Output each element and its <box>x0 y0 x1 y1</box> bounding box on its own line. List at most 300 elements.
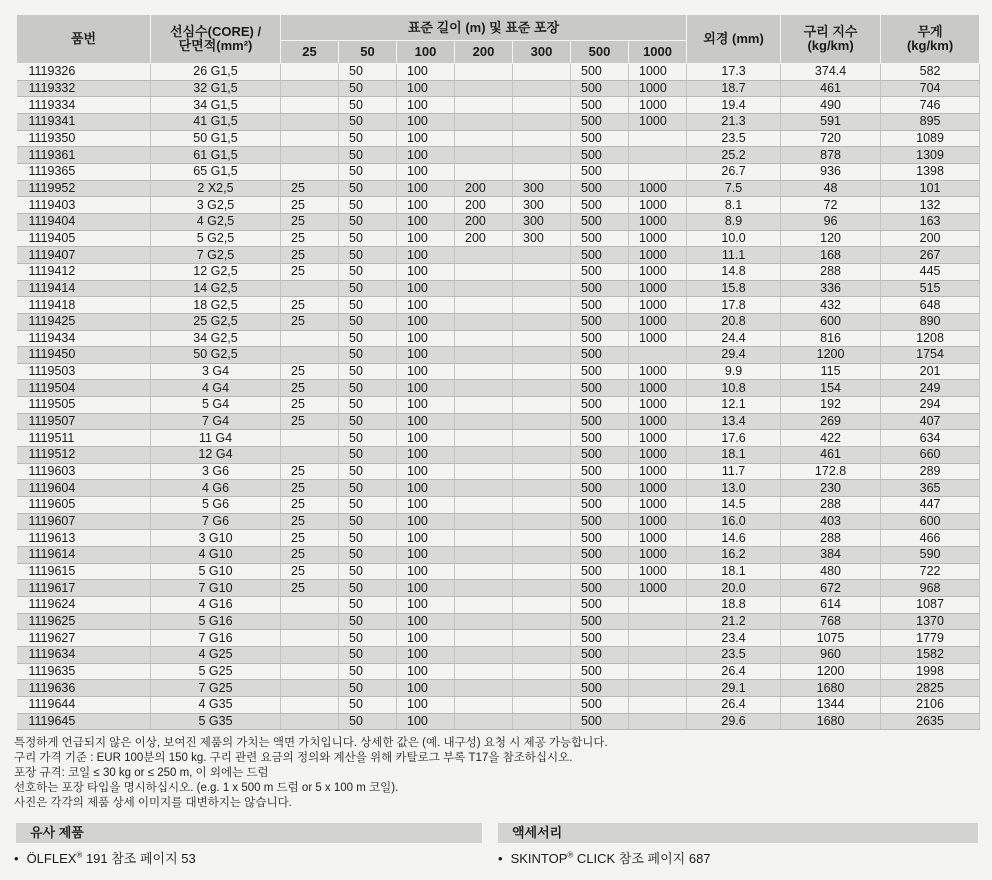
cell-copper-index: 288 <box>781 497 881 514</box>
cell-len-500: 500 <box>571 497 629 514</box>
cell-len-500: 500 <box>571 197 629 214</box>
cell-outer-diameter: 10.0 <box>687 230 781 247</box>
cell-len-100: 100 <box>397 413 455 430</box>
cell-len-200 <box>455 597 513 614</box>
cell-len-25: 25 <box>281 397 339 414</box>
table-row <box>17 247 980 264</box>
cell-len-1000 <box>629 597 687 614</box>
cell-len-500: 500 <box>571 530 629 547</box>
cell-len-500: 500 <box>571 247 629 264</box>
cell-len-50: 50 <box>339 363 397 380</box>
cell-weight: 365 <box>881 480 980 497</box>
cell-len-1000: 1000 <box>629 230 687 247</box>
cell-len-1000: 1000 <box>629 213 687 230</box>
header-length-500: 500 <box>571 41 629 64</box>
cell-len-200 <box>455 247 513 264</box>
cell-weight: 1779 <box>881 630 980 647</box>
cell-len-300: 300 <box>513 213 571 230</box>
cell-len-100: 100 <box>397 280 455 297</box>
cell-len-50: 50 <box>339 113 397 130</box>
cell-weight: 895 <box>881 113 980 130</box>
cell-len-25: 25 <box>281 313 339 330</box>
cell-copper-index: 269 <box>781 413 881 430</box>
cell-part-no: 1119605 <box>17 497 151 514</box>
cell-core-section: 18 G2,5 <box>151 297 281 314</box>
cell-part-no: 1119361 <box>17 147 151 164</box>
cell-len-100: 100 <box>397 313 455 330</box>
cell-len-50: 50 <box>339 397 397 414</box>
cell-outer-diameter: 16.0 <box>687 513 781 530</box>
cell-len-500: 500 <box>571 513 629 530</box>
cell-len-200 <box>455 113 513 130</box>
cell-copper-index: 422 <box>781 430 881 447</box>
cell-part-no: 1119615 <box>17 563 151 580</box>
cell-len-500: 500 <box>571 313 629 330</box>
header-length-group: 표준 길이 (m) 및 표준 포장 <box>281 15 687 41</box>
cell-len-500: 500 <box>571 380 629 397</box>
table-row <box>17 230 980 247</box>
header-core-line2: 단면적(mm²) <box>178 38 253 53</box>
cell-len-1000: 1000 <box>629 430 687 447</box>
cell-copper-index: 936 <box>781 163 881 180</box>
cell-outer-diameter: 25.2 <box>687 147 781 164</box>
cell-len-500: 500 <box>571 147 629 164</box>
cell-part-no: 1119603 <box>17 463 151 480</box>
cell-len-300 <box>513 263 571 280</box>
cell-len-200: 200 <box>455 230 513 247</box>
cell-len-200 <box>455 646 513 663</box>
header-length-25: 25 <box>281 41 339 64</box>
table-row <box>17 696 980 713</box>
cell-len-100: 100 <box>397 147 455 164</box>
cell-weight: 648 <box>881 297 980 314</box>
cell-weight: 407 <box>881 413 980 430</box>
cell-len-25: 25 <box>281 497 339 514</box>
cell-len-300 <box>513 463 571 480</box>
cell-part-no: 1119326 <box>17 64 151 81</box>
cell-len-200 <box>455 280 513 297</box>
cell-outer-diameter: 14.8 <box>687 263 781 280</box>
cell-len-500: 500 <box>571 130 629 147</box>
cell-len-50: 50 <box>339 497 397 514</box>
cell-copper-index: 672 <box>781 580 881 597</box>
cell-copper-index: 1344 <box>781 696 881 713</box>
cell-weight: 1398 <box>881 163 980 180</box>
cell-outer-diameter: 17.8 <box>687 297 781 314</box>
cell-len-100: 100 <box>397 547 455 564</box>
cell-len-200 <box>455 313 513 330</box>
cell-len-200 <box>455 447 513 464</box>
cell-outer-diameter: 23.4 <box>687 630 781 647</box>
table-row <box>17 80 980 97</box>
similar-product-reference[interactable] <box>14 851 196 867</box>
cell-len-25: 25 <box>281 413 339 430</box>
cell-outer-diameter: 11.1 <box>687 247 781 264</box>
cell-len-100: 100 <box>397 347 455 364</box>
cell-part-no: 1119504 <box>17 380 151 397</box>
cell-len-100: 100 <box>397 380 455 397</box>
cell-part-no: 1119412 <box>17 263 151 280</box>
cell-outer-diameter: 21.2 <box>687 613 781 630</box>
cell-core-section: 50 G1,5 <box>151 130 281 147</box>
cell-len-25 <box>281 347 339 364</box>
cell-len-300 <box>513 247 571 264</box>
cell-len-25: 25 <box>281 180 339 197</box>
cell-len-300: 300 <box>513 180 571 197</box>
cell-part-no: 1119505 <box>17 397 151 414</box>
cell-core-section: 3 G6 <box>151 463 281 480</box>
footnotes <box>14 736 974 811</box>
cell-outer-diameter: 24.4 <box>687 330 781 347</box>
cell-len-50: 50 <box>339 180 397 197</box>
cell-copper-index: 591 <box>781 113 881 130</box>
cell-len-300 <box>513 297 571 314</box>
cell-len-25 <box>281 597 339 614</box>
cell-copper-index: 336 <box>781 280 881 297</box>
header-length-50: 50 <box>339 41 397 64</box>
cell-len-25 <box>281 696 339 713</box>
table-row <box>17 463 980 480</box>
accessories-heading: 액세서리 <box>498 823 978 843</box>
cell-weight: 249 <box>881 380 980 397</box>
cell-outer-diameter: 8.9 <box>687 213 781 230</box>
cell-part-no: 1119407 <box>17 247 151 264</box>
cell-len-500: 500 <box>571 297 629 314</box>
cell-len-100: 100 <box>397 563 455 580</box>
cell-len-100: 100 <box>397 247 455 264</box>
cell-len-25 <box>281 280 339 297</box>
table-row <box>17 613 980 630</box>
cell-core-section: 7 G25 <box>151 680 281 697</box>
cell-weight: 2825 <box>881 680 980 697</box>
cell-part-no: 1119450 <box>17 347 151 364</box>
header-copper <box>781 15 881 64</box>
cell-len-50: 50 <box>339 247 397 264</box>
cell-len-300 <box>513 280 571 297</box>
table-row <box>17 430 980 447</box>
cell-len-25: 25 <box>281 563 339 580</box>
cell-weight: 582 <box>881 64 980 81</box>
cell-outer-diameter: 23.5 <box>687 130 781 147</box>
cell-len-100: 100 <box>397 530 455 547</box>
cell-len-1000: 1000 <box>629 180 687 197</box>
cell-len-50: 50 <box>339 230 397 247</box>
cell-len-300 <box>513 630 571 647</box>
cell-len-500: 500 <box>571 547 629 564</box>
cell-copper-index: 432 <box>781 297 881 314</box>
table-row <box>17 380 980 397</box>
accessory-reference[interactable] <box>498 851 711 867</box>
cell-outer-diameter: 29.6 <box>687 713 781 730</box>
cell-len-300 <box>513 147 571 164</box>
cell-weight: 590 <box>881 547 980 564</box>
cell-len-25: 25 <box>281 363 339 380</box>
table-row <box>17 413 980 430</box>
cell-core-section: 4 G4 <box>151 380 281 397</box>
cell-weight: 515 <box>881 280 980 297</box>
cell-weight: 746 <box>881 97 980 114</box>
cell-core-section: 4 G6 <box>151 480 281 497</box>
cell-weight: 722 <box>881 563 980 580</box>
cell-weight: 1087 <box>881 597 980 614</box>
cell-part-no: 1119434 <box>17 330 151 347</box>
table-row <box>17 513 980 530</box>
cell-len-500: 500 <box>571 263 629 280</box>
cell-len-50: 50 <box>339 213 397 230</box>
cell-core-section: 25 G2,5 <box>151 313 281 330</box>
registered-mark: ® <box>76 850 83 860</box>
cell-len-25: 25 <box>281 263 339 280</box>
table-row <box>17 130 980 147</box>
cell-core-section: 34 G2,5 <box>151 330 281 347</box>
cell-len-300 <box>513 313 571 330</box>
cell-part-no: 1119425 <box>17 313 151 330</box>
cell-len-500: 500 <box>571 663 629 680</box>
cell-len-500: 500 <box>571 413 629 430</box>
table-header <box>17 15 980 64</box>
cell-len-200 <box>455 513 513 530</box>
cell-len-500: 500 <box>571 463 629 480</box>
cell-len-100: 100 <box>397 163 455 180</box>
similar-products-heading: 유사 제품 <box>16 823 482 843</box>
cell-len-500: 500 <box>571 163 629 180</box>
cell-len-500: 500 <box>571 97 629 114</box>
cell-len-100: 100 <box>397 580 455 597</box>
header-length-300: 300 <box>513 41 571 64</box>
cell-len-200 <box>455 380 513 397</box>
cell-copper-index: 768 <box>781 613 881 630</box>
cell-weight: 200 <box>881 230 980 247</box>
cell-len-1000 <box>629 680 687 697</box>
cell-len-1000: 1000 <box>629 480 687 497</box>
cell-len-100: 100 <box>397 463 455 480</box>
cell-len-25: 25 <box>281 380 339 397</box>
cell-len-500: 500 <box>571 397 629 414</box>
cell-len-200 <box>455 413 513 430</box>
cell-core-section: 4 G2,5 <box>151 213 281 230</box>
header-core <box>151 15 281 64</box>
table-row <box>17 330 980 347</box>
cell-weight: 294 <box>881 397 980 414</box>
cell-len-50: 50 <box>339 713 397 730</box>
cell-outer-diameter: 23.5 <box>687 646 781 663</box>
cell-core-section: 5 G6 <box>151 497 281 514</box>
cell-len-200 <box>455 463 513 480</box>
cell-part-no: 1119624 <box>17 597 151 614</box>
cell-len-1000: 1000 <box>629 80 687 97</box>
cell-outer-diameter: 16.2 <box>687 547 781 564</box>
cell-len-1000 <box>629 147 687 164</box>
cell-core-section: 4 G35 <box>151 696 281 713</box>
cell-len-500: 500 <box>571 480 629 497</box>
cell-outer-diameter: 20.8 <box>687 313 781 330</box>
cell-len-500: 500 <box>571 280 629 297</box>
cell-len-1000: 1000 <box>629 247 687 264</box>
cell-outer-diameter: 13.0 <box>687 480 781 497</box>
cell-core-section: 41 G1,5 <box>151 113 281 130</box>
cell-len-500: 500 <box>571 113 629 130</box>
table-row <box>17 363 980 380</box>
table-row <box>17 213 980 230</box>
reference-text: 191 참조 페이지 53 <box>82 851 196 866</box>
cell-len-300 <box>513 513 571 530</box>
cell-len-300 <box>513 380 571 397</box>
cell-core-section: 14 G2,5 <box>151 280 281 297</box>
cell-len-50: 50 <box>339 147 397 164</box>
cell-len-200: 200 <box>455 180 513 197</box>
table-row <box>17 680 980 697</box>
cell-len-50: 50 <box>339 130 397 147</box>
cell-len-50: 50 <box>339 64 397 81</box>
cell-len-100: 100 <box>397 197 455 214</box>
header-core-line1: 선심수(CORE) / <box>169 24 262 39</box>
cell-len-200 <box>455 347 513 364</box>
cell-weight: 267 <box>881 247 980 264</box>
table-row <box>17 480 980 497</box>
cell-len-50: 50 <box>339 547 397 564</box>
cell-len-200 <box>455 663 513 680</box>
cell-len-50: 50 <box>339 447 397 464</box>
cell-outer-diameter: 18.8 <box>687 597 781 614</box>
cell-weight: 289 <box>881 463 980 480</box>
cell-copper-index: 1075 <box>781 630 881 647</box>
cell-outer-diameter: 8.1 <box>687 197 781 214</box>
cell-len-25 <box>281 130 339 147</box>
cell-weight: 1582 <box>881 646 980 663</box>
cell-core-section: 65 G1,5 <box>151 163 281 180</box>
cell-len-1000 <box>629 696 687 713</box>
cell-len-1000: 1000 <box>629 363 687 380</box>
cell-len-200 <box>455 613 513 630</box>
cell-len-25 <box>281 163 339 180</box>
cell-outer-diameter: 29.1 <box>687 680 781 697</box>
cell-len-25 <box>281 680 339 697</box>
cell-len-300 <box>513 430 571 447</box>
cell-len-100: 100 <box>397 447 455 464</box>
cell-len-50: 50 <box>339 580 397 597</box>
table-row <box>17 497 980 514</box>
cell-len-50: 50 <box>339 430 397 447</box>
cell-len-300: 300 <box>513 197 571 214</box>
cell-core-section: 50 G2,5 <box>151 347 281 364</box>
cell-len-100: 100 <box>397 64 455 81</box>
cell-len-300 <box>513 613 571 630</box>
cell-len-1000: 1000 <box>629 463 687 480</box>
cell-len-50: 50 <box>339 530 397 547</box>
cell-len-500: 500 <box>571 80 629 97</box>
cell-outer-diameter: 14.6 <box>687 530 781 547</box>
cell-len-25: 25 <box>281 297 339 314</box>
cell-outer-diameter: 29.4 <box>687 347 781 364</box>
cell-len-50: 50 <box>339 330 397 347</box>
cell-len-1000 <box>629 613 687 630</box>
table-row <box>17 597 980 614</box>
cell-weight: 447 <box>881 497 980 514</box>
table-row <box>17 547 980 564</box>
cell-len-1000: 1000 <box>629 547 687 564</box>
cell-len-25: 25 <box>281 213 339 230</box>
table-row <box>17 280 980 297</box>
cell-len-1000: 1000 <box>629 197 687 214</box>
cell-copper-index: 1200 <box>781 663 881 680</box>
cell-len-25 <box>281 330 339 347</box>
cell-core-section: 26 G1,5 <box>151 64 281 81</box>
brand-name: ÖLFLEX <box>26 851 77 866</box>
cell-len-50: 50 <box>339 380 397 397</box>
cell-len-1000: 1000 <box>629 497 687 514</box>
cell-len-200 <box>455 713 513 730</box>
cell-outer-diameter: 10.8 <box>687 380 781 397</box>
cell-len-50: 50 <box>339 563 397 580</box>
cell-len-50: 50 <box>339 297 397 314</box>
table-row <box>17 197 980 214</box>
cell-weight: 1208 <box>881 330 980 347</box>
table-body <box>17 64 980 730</box>
cell-outer-diameter: 17.6 <box>687 430 781 447</box>
cell-len-1000: 1000 <box>629 413 687 430</box>
cell-core-section: 7 G2,5 <box>151 247 281 264</box>
cell-len-25 <box>281 113 339 130</box>
cell-part-no: 1119341 <box>17 113 151 130</box>
cell-len-200 <box>455 497 513 514</box>
cell-len-1000: 1000 <box>629 280 687 297</box>
cell-len-100: 100 <box>397 80 455 97</box>
cell-len-300 <box>513 130 571 147</box>
footnote: 특정하게 언급되지 않은 이상, 보여진 제품의 가치는 액면 가치입니다. 상세한 값은 (예. 내구성) 요청 시 제공 가능합니다. <box>14 737 608 749</box>
cell-weight: 1370 <box>881 613 980 630</box>
cell-len-300 <box>513 530 571 547</box>
cell-copper-index: 960 <box>781 646 881 663</box>
table-row <box>17 97 980 114</box>
cell-copper-index: 288 <box>781 263 881 280</box>
cell-len-500: 500 <box>571 447 629 464</box>
cell-len-25 <box>281 147 339 164</box>
cell-len-300 <box>513 713 571 730</box>
cell-len-100: 100 <box>397 330 455 347</box>
cell-core-section: 5 G2,5 <box>151 230 281 247</box>
cell-len-25 <box>281 430 339 447</box>
cell-part-no: 1119503 <box>17 363 151 380</box>
cell-part-no: 1119414 <box>17 280 151 297</box>
cell-weight: 1754 <box>881 347 980 364</box>
cell-len-200 <box>455 130 513 147</box>
cell-len-25 <box>281 630 339 647</box>
cell-len-50: 50 <box>339 163 397 180</box>
cell-len-1000 <box>629 646 687 663</box>
cell-core-section: 5 G10 <box>151 563 281 580</box>
cell-copper-index: 461 <box>781 80 881 97</box>
cell-part-no: 1119334 <box>17 97 151 114</box>
cell-len-200 <box>455 330 513 347</box>
table-row <box>17 663 980 680</box>
cell-len-500: 500 <box>571 680 629 697</box>
cell-len-200 <box>455 580 513 597</box>
cell-len-25: 25 <box>281 247 339 264</box>
cell-weight: 163 <box>881 213 980 230</box>
cell-part-no: 1119636 <box>17 680 151 697</box>
cell-outer-diameter: 19.4 <box>687 97 781 114</box>
cell-part-no: 1119617 <box>17 580 151 597</box>
cell-len-25 <box>281 80 339 97</box>
cell-len-500: 500 <box>571 696 629 713</box>
cell-len-1000: 1000 <box>629 297 687 314</box>
cell-len-100: 100 <box>397 597 455 614</box>
cell-len-500: 500 <box>571 580 629 597</box>
cell-copper-index: 172.8 <box>781 463 881 480</box>
cell-len-300 <box>513 580 571 597</box>
cell-len-200 <box>455 263 513 280</box>
header-length-1000: 1000 <box>629 41 687 64</box>
